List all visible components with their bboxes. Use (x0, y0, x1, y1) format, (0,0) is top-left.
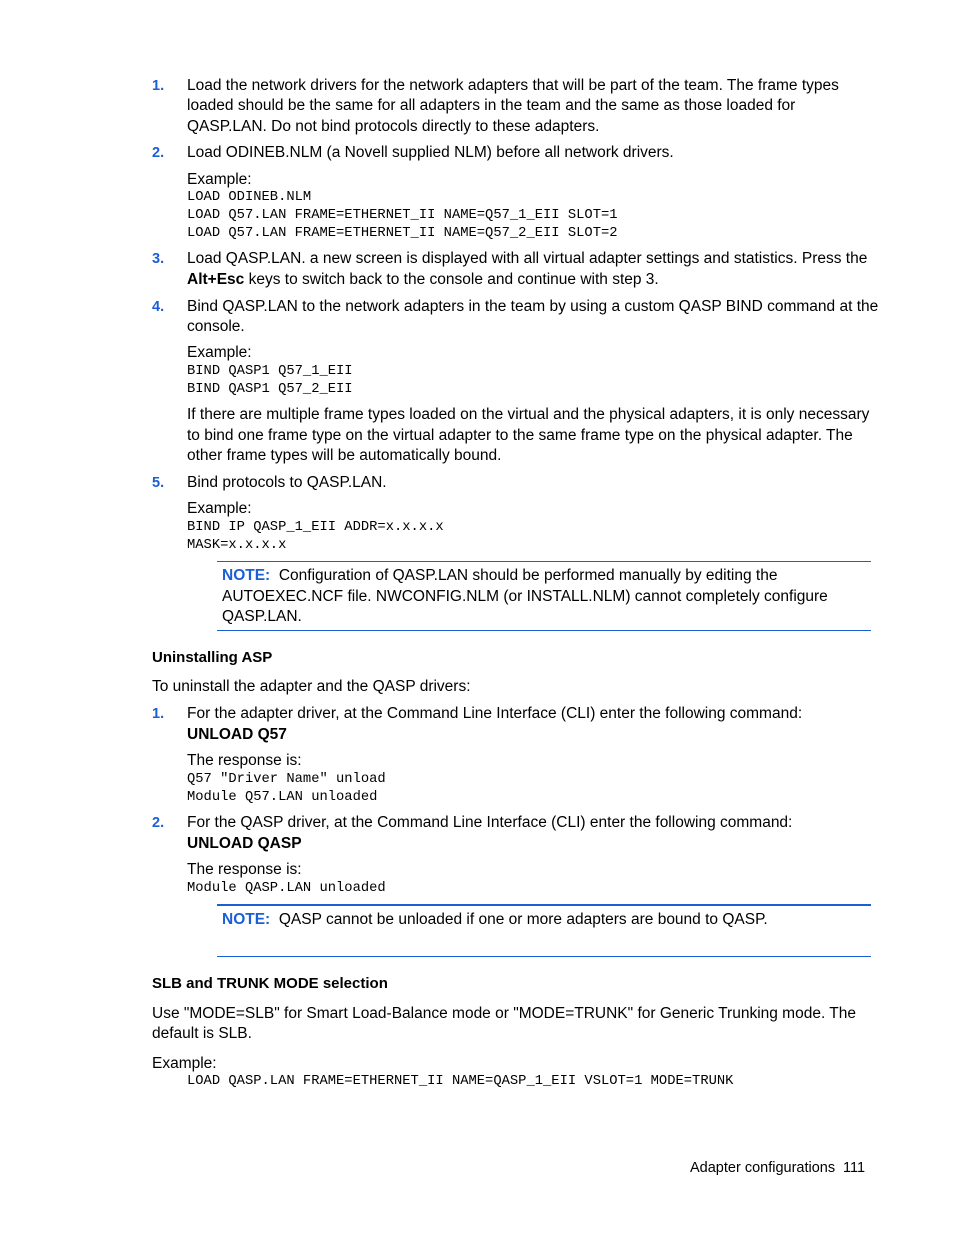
step-text-rest: keys to switch back to the console and continue with step 3. (244, 271, 659, 288)
example-label: Example: (152, 1055, 217, 1072)
code-line: BIND QASP1 Q57_1_EII (187, 364, 353, 379)
note-text (222, 910, 768, 930)
note-top-rule (217, 904, 871, 906)
code-line: LOAD Q57.LAN FRAME=ETHERNET_II NAME=Q57_2_EII SLOT=2 (187, 226, 618, 241)
note-label: NOTE: (222, 911, 271, 928)
note-top-rule (217, 561, 871, 562)
step-number: 2. (152, 815, 165, 831)
step-text: Load QASP.LAN. a new screen is displayed with all virtual adapter settings and statistics. Press the (187, 250, 868, 267)
note-line: QASP.LAN. (222, 608, 302, 625)
paragraph-line: default is SLB. (152, 1025, 252, 1042)
footer-section-title: Adapter configurations (690, 1160, 836, 1176)
note-bottom-rule (217, 630, 871, 631)
code-line: Module Q57.LAN unloaded (187, 790, 378, 805)
code-line: LOAD Q57.LAN FRAME=ETHERNET_II NAME=Q57_1_EII SLOT=1 (187, 208, 618, 223)
step-text: Load ODINEB.NLM (a Novell supplied NLM) before all network drivers. (187, 144, 674, 161)
step-number: 2. (152, 145, 165, 161)
note-line: Configuration of QASP.LAN should be performed manually by editing the (278, 567, 778, 584)
step-number: 3. (152, 251, 165, 267)
command-text: UNLOAD Q57 (187, 726, 287, 743)
response-label: The response is: (187, 752, 302, 769)
code-line: BIND IP QASP_1_EII ADDR=x.x.x.x (187, 520, 444, 535)
step-text: loaded should be the same for all adapters in the team and the same as those loaded for (187, 97, 796, 114)
step-text (187, 270, 659, 290)
step-text: to bind one frame type on the virtual adapter to the same frame type on the physical adapter. The (187, 427, 853, 444)
step-number: 1. (152, 78, 165, 94)
code-line: BIND QASP1 Q57_2_EII (187, 382, 353, 397)
section-intro: To uninstall the adapter and the QASP drivers: (152, 678, 471, 695)
step-text: Bind QASP.LAN to the network adapters in the team by using a custom QASP BIND command at the (187, 298, 879, 315)
step-number: 4. (152, 299, 165, 315)
note-label: NOTE: (222, 567, 271, 584)
step-text: console. (187, 318, 245, 335)
code-line: Module QASP.LAN unloaded (187, 881, 386, 896)
command-text: UNLOAD QASP (187, 835, 302, 852)
code-line: Q57 "Driver Name" unload (187, 772, 386, 787)
code-line: MASK=x.x.x.x (187, 538, 287, 553)
note-text (222, 566, 777, 586)
step-text: Load the network drivers for the network adapters that will be part of the team. The frame types (187, 77, 839, 94)
code-line: LOAD ODINEB.NLM (187, 190, 312, 205)
note-line: QASP cannot be unloaded if one or more adapters are bound to QASP. (278, 911, 768, 928)
section-heading: SLB and TRUNK MODE selection (152, 975, 388, 992)
step-text: Bind protocols to QASP.LAN. (187, 474, 387, 491)
step-text: For the adapter driver, at the Command Line Interface (CLI) enter the following command: (187, 705, 803, 722)
page-number: 111 (843, 1160, 866, 1176)
step-text: If there are multiple frame types loaded on the virtual and the physical adapters, it is only necessary (187, 406, 870, 423)
step-number: 5. (152, 475, 165, 491)
response-label: The response is: (187, 861, 302, 878)
example-label: Example: (187, 500, 252, 517)
step-text: other frame types will be automatically bound. (187, 447, 502, 464)
note-bottom-rule (217, 956, 871, 957)
note-line: AUTOEXEC.NCF file. NWCONFIG.NLM (or INSTALL.NLM) cannot completely configure (222, 588, 828, 605)
paragraph-line: Use "MODE=SLB" for Smart Load-Balance mode or "MODE=TRUNK" for Generic Trunking mode. The (152, 1005, 856, 1022)
step-number: 1. (152, 706, 165, 722)
code-line: LOAD QASP.LAN FRAME=ETHERNET_II NAME=QASP_1_EII VSLOT=1 MODE=TRUNK (187, 1074, 734, 1089)
step-text: QASP.LAN. Do not bind protocols directly to these adapters. (187, 118, 600, 135)
step-text: For the QASP driver, at the Command Line Interface (CLI) enter the following command: (187, 814, 793, 831)
example-label: Example: (187, 171, 252, 188)
key-combo: Alt+Esc (187, 271, 245, 288)
section-heading: Uninstalling ASP (152, 649, 273, 666)
example-label: Example: (187, 344, 252, 361)
